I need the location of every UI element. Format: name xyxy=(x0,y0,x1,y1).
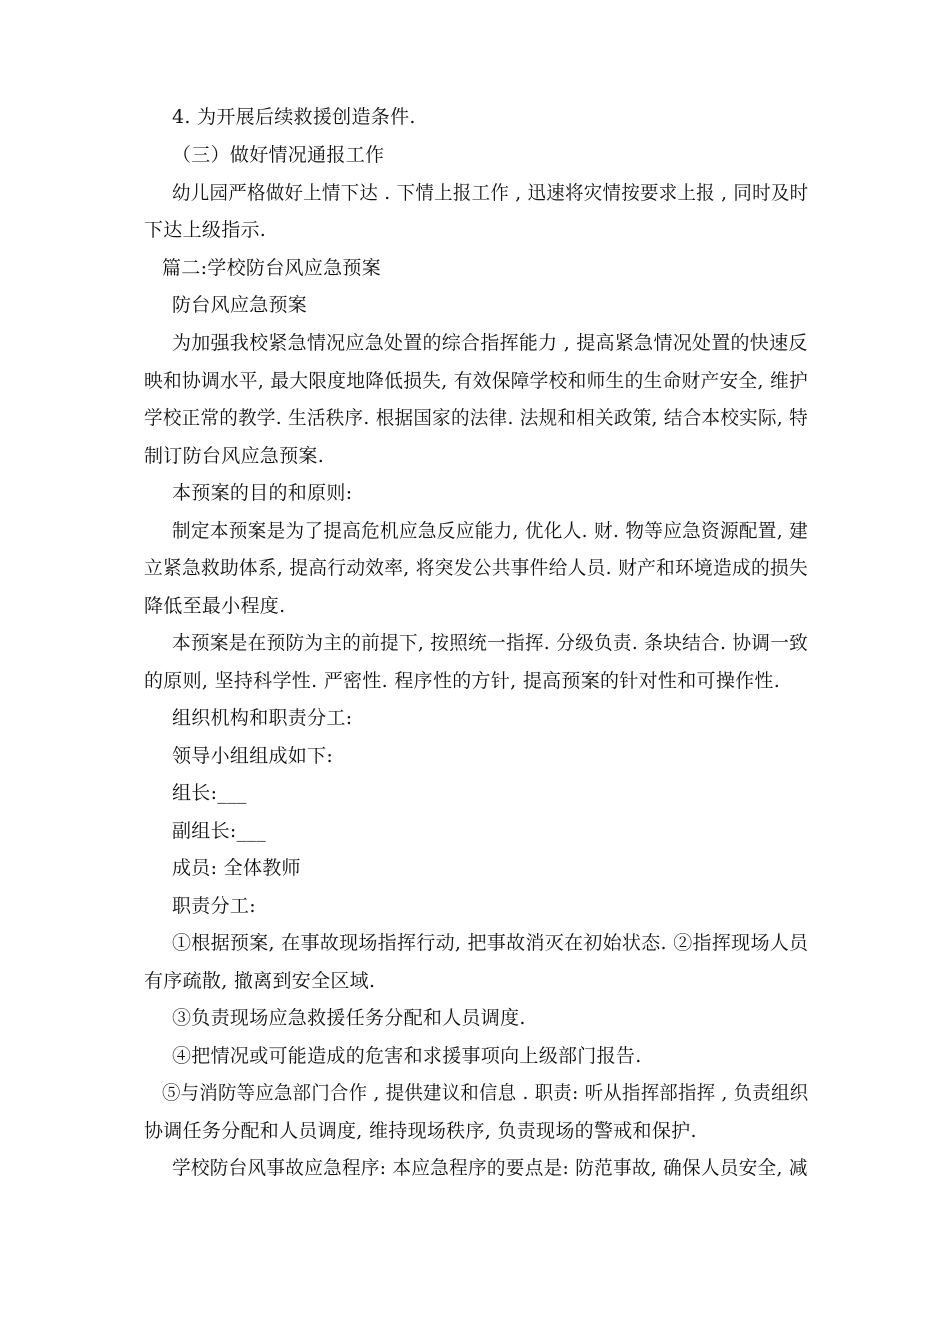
text-line: ⑤与消防等应急部门合作 , 提供建议和信息 . 职责: 听从指挥部指挥 , 负责组织 xyxy=(162,1082,809,1104)
section-heading: 本预案的目的和原则: xyxy=(172,482,353,504)
chapter-title: 篇二:学校防台风应急预案 xyxy=(162,257,382,279)
text-line: ③负责现场应急救援任务分配和人员调度. xyxy=(172,1007,526,1029)
text-line: ①根据预案, 在事故现场指挥行动, 把事故消灭在初始状态. ②指挥现场人员 xyxy=(172,932,809,954)
text-line: 降低至最小程度. xyxy=(144,595,286,617)
section-heading: 组织机构和职责分工: xyxy=(172,707,353,729)
text-line: 下达上级指示. xyxy=(144,219,267,241)
text-line: 学校防台风事故应急程序: 本应急程序的要点是: 防范事故, 确保人员安全, 减 xyxy=(172,1157,808,1179)
section-heading: 职责分工: xyxy=(172,895,256,917)
text-line: 为加强我校紧急情况应急处置的综合指挥能力 , 提高紧急情况处置的快速反 xyxy=(172,332,808,354)
text-line: 幼儿园严格做好上情下达 . 下情上报工作 , 迅速将灾情按要求上报 , 同时及时 xyxy=(172,182,809,204)
text-line: 成员: 全体教师 xyxy=(172,857,301,879)
text-line: 学校正常的教学. 生活秩序. 根据国家的法律. 法规和相关政策, 结合本校实际, 特 xyxy=(144,407,808,429)
text-line: 协调任务分配和人员调度, 维持现场秩序, 负责现场的警戒和保护. xyxy=(144,1120,697,1142)
text-line: 领导小组组成如下: xyxy=(172,745,334,767)
text-line: 制订防台风应急预案. xyxy=(144,445,325,467)
text-line: 立紧急救助体系, 提高行动效率, 将突发公共事件给人员. 财产和环境造成的损失 xyxy=(144,557,808,579)
text-line: 映和协调水平, 最大限度地降低损失, 有效保障学校和师生的生命财产安全, 维护 xyxy=(144,370,808,392)
text-line: 本预案是在预防为主的前提下, 按照统一指挥. 分级负责. 条块结合. 协调一致 xyxy=(172,632,809,654)
text-line: 制定本预案是为了提高危机应急反应能力, 优化人. 财. 物等应急资源配置, 建 xyxy=(172,520,809,542)
text-line: 有序疏散, 撤离到安全区域. xyxy=(144,970,376,992)
text-line: ④把情况或可能造成的危害和求援事项向上级部门报告. xyxy=(172,1045,642,1067)
text-line: 副组长:___ xyxy=(172,820,267,842)
text-line: 组长:___ xyxy=(172,782,247,804)
text-line: 的原则, 坚持科学性. 严密性. 程序性的方针, 提高预案的针对性和可操作性. xyxy=(144,670,781,692)
text-line: 4. 为开展后续救援创造条件. xyxy=(172,106,416,128)
section-heading: （三）做好情况通报工作 xyxy=(172,144,385,166)
document-title: 防台风应急预案 xyxy=(172,294,308,316)
